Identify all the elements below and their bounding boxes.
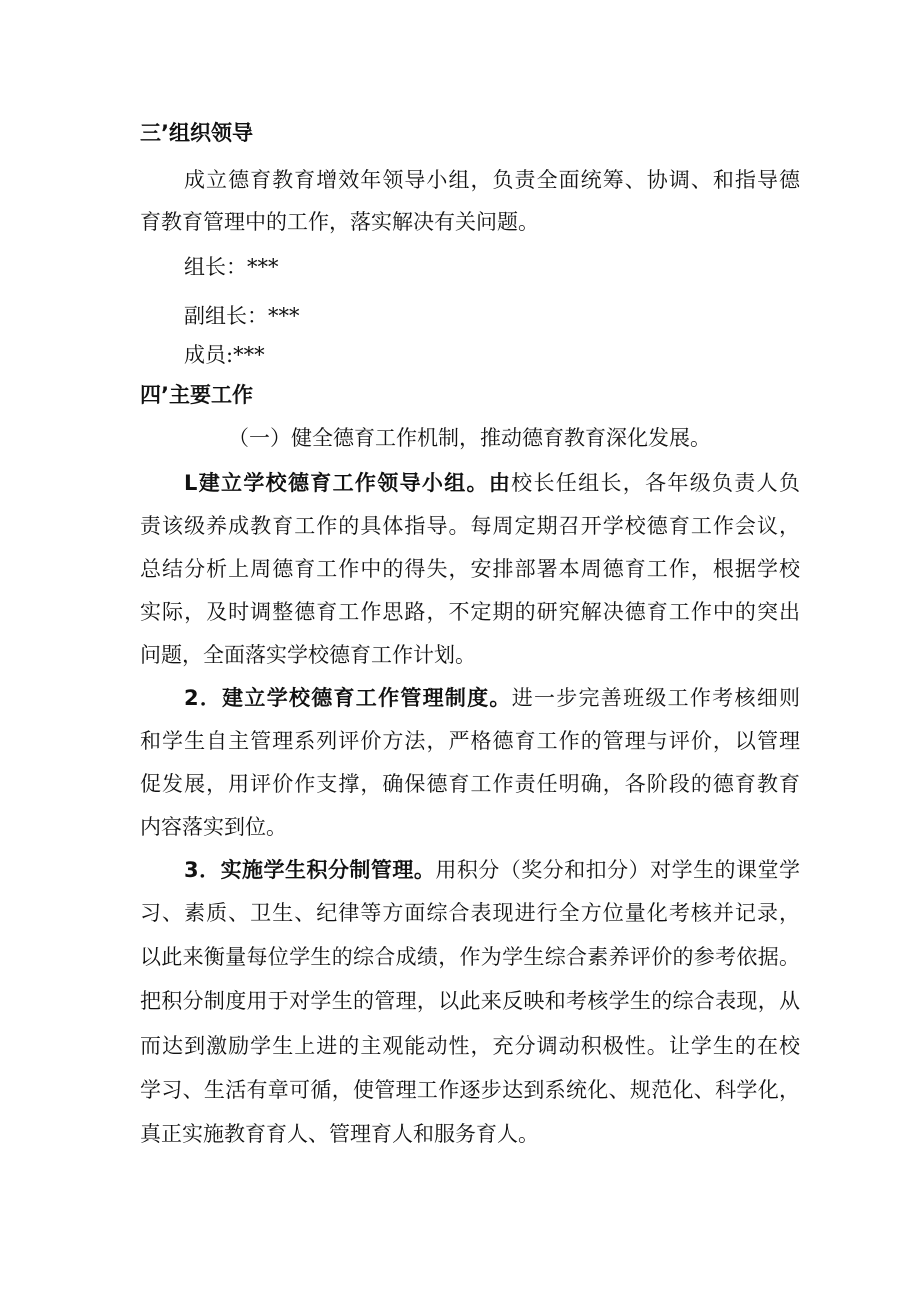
item3-line: 以此来衡量每位学生的综合成绩，作为学生综合素养评价的参考依据。 (140, 945, 800, 969)
item1-line: 问题，全面落实学校德育工作计划。 (140, 643, 476, 667)
item2-line: 内容落实到位。 (140, 815, 287, 839)
item2-first-rest: 进一步完善班级工作考核细则 (511, 686, 800, 710)
item1-line: 总结分析上周德育工作中的得失，安排部署本周德育工作，根据学校 (140, 557, 800, 581)
item1-lead: L建立学校德育工作领导小组。由 (184, 471, 512, 495)
section3-intro-line-1: 成立德育教育增效年领导小组，负责全面统筹、协调、和指导德 (184, 168, 800, 192)
item3-first-line (184, 857, 800, 883)
group-leader: 组长：*** (184, 255, 279, 279)
section3-heading: 三’组织领导 (140, 121, 253, 145)
item2-line: 促发展，用评价作支撑，确保德育工作责任明确，各阶段的德育教育 (140, 772, 800, 796)
group-deputy-leader: 副组长：*** (184, 304, 300, 328)
item1-line: 实际，及时调整德育工作思路，不定期的研究解决德育工作中的突出 (140, 600, 800, 624)
item3-line: 而达到激励学生上进的主观能动性，充分调动积极性。让学生的在校 (140, 1034, 800, 1058)
item2-lead: 2．建立学校德育工作管理制度。 (184, 686, 512, 710)
item3-line: 把积分制度用于对学生的管理，以此来反映和考核学生的综合表现，从 (140, 989, 800, 1013)
item3-line: 学习、生活有章可循，使管理工作逐步达到系统化、规范化、科学化， (140, 1078, 800, 1102)
item2-first-line (184, 685, 800, 711)
item1-first-line (184, 470, 800, 496)
section4-heading: 四’主要工作 (140, 383, 253, 407)
item2-line: 和学生自主管理系列评价方法，严格德育工作的管理与评价，以管理 (140, 729, 800, 753)
item1-line: 责该级养成教育工作的具体指导。每周定期召开学校德育工作会议， (140, 514, 800, 538)
item3-lead: 3．实施学生积分制管理。 (184, 858, 436, 882)
section4-subheading: （一）健全德育工作机制，推动德育教育深化发展。 (228, 426, 711, 450)
item3-first-rest: 用积分（奖分和扣分）对学生的课堂学 (435, 858, 800, 882)
group-members: 成员:*** (184, 343, 265, 367)
item1-first-rest: 校长任组长，各年级负责人负 (511, 471, 800, 495)
section3-intro-line-2: 育教育管理中的工作，落实解决有关问题。 (140, 210, 539, 234)
item3-line: 习、素质、卫生、纪律等方面综合表现进行全方位量化考核并记录， (140, 901, 800, 925)
item3-line: 真正实施教育育人、管理育人和服务育人。 (140, 1122, 539, 1146)
